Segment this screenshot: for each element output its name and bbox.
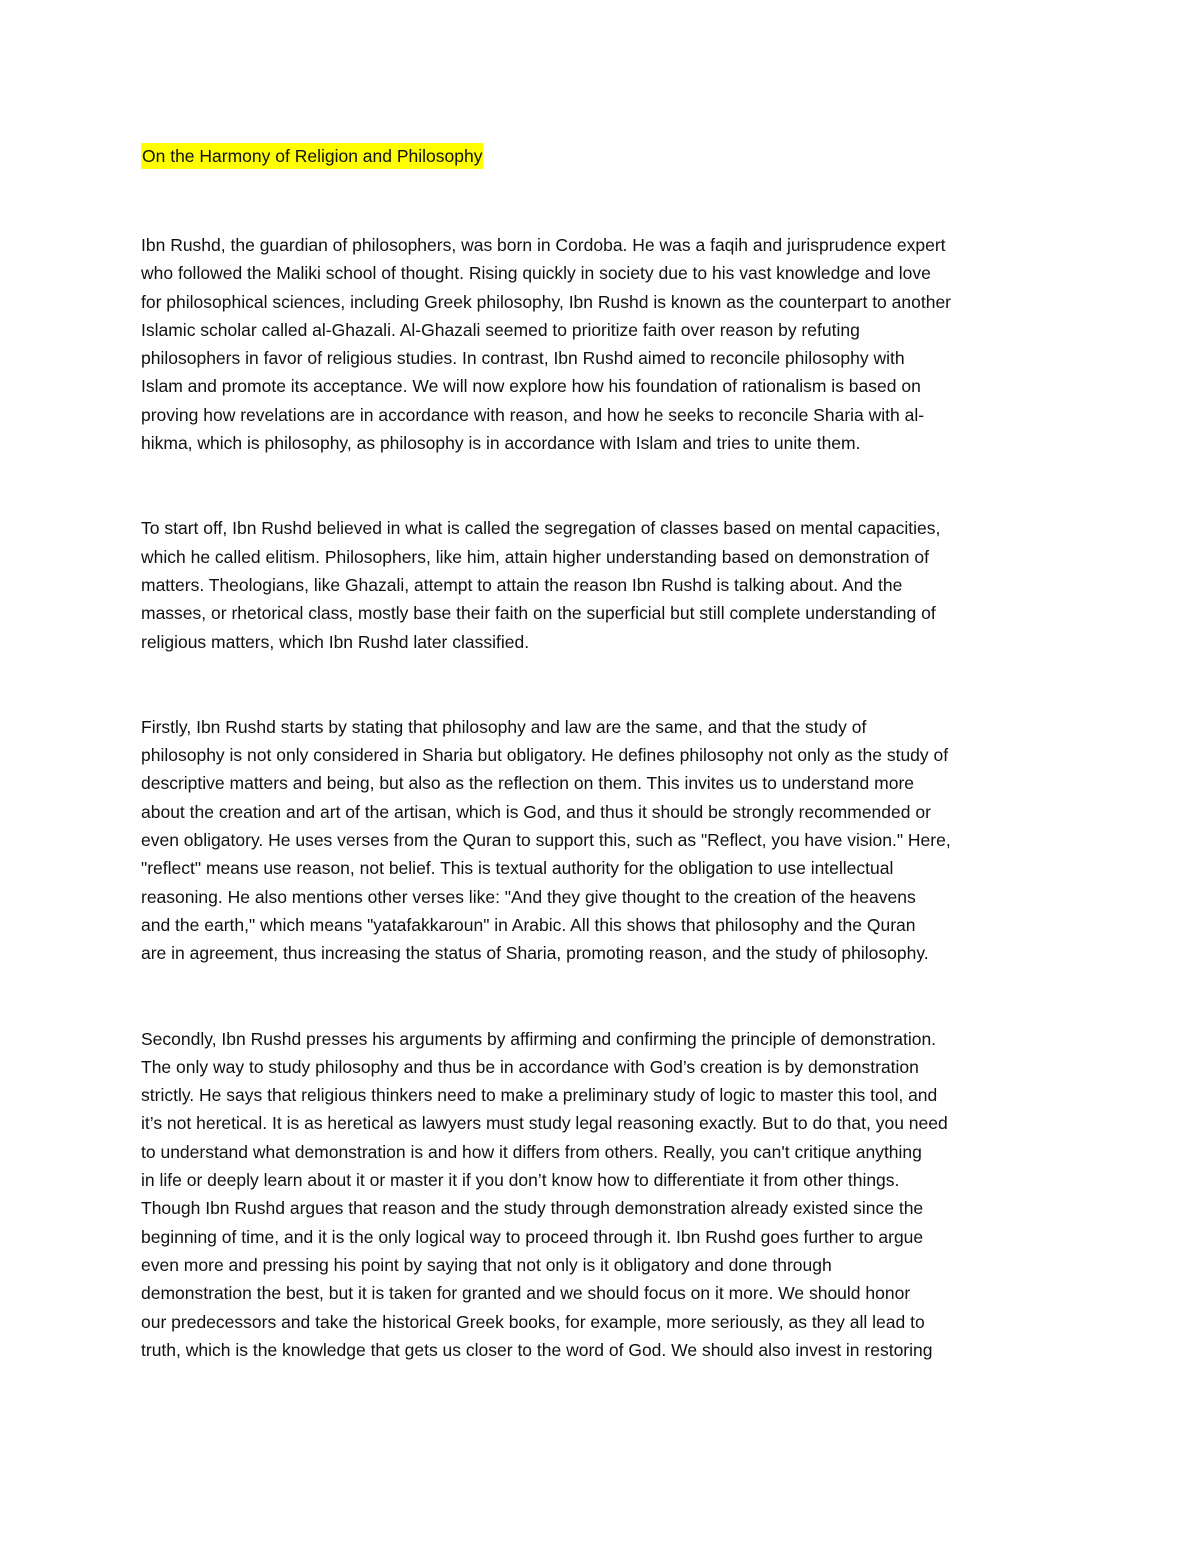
text-line: even more and pressing his point by saying that not only is it obligatory and done through [141,1254,832,1275]
text-line: beginning of time, and it is the only logical way to proceed through it. Ibn Rushd goes further to argue [141,1226,924,1247]
text-line: Ibn Rushd, the guardian of philosophers, was born in Cordoba. He was a faqih and jurisprudence expert [141,235,946,255]
text-line: and the earth," which means "yatafakkaroun" in Arabic. All this shows that philosophy and the Quran [141,914,916,935]
text-line: philosophy is not only considered in Sharia but obligatory. He defines philosophy not only as the study of [141,745,949,766]
document-body [141,143,1061,1364]
text-line: descriptive matters and being, but also as the reflection on them. This invites us to understand more [141,773,915,794]
document-title: On the Harmony of Religion and Philosophy [141,143,483,169]
text-line: Firstly, Ibn Rushd starts by stating that philosophy and law are the same, and that the study of [141,716,867,737]
text-line: it’s not heretical. It is as heretical as lawyers must study legal reasoning exactly. But to do that, you need [141,1113,948,1134]
text-line: about the creation and art of the artisan, which is God, and thus it should be strongly recommended or [141,801,931,822]
text-line: in life or deeply learn about it or master it if you don’t know how to differentiate it from other things. [141,1170,900,1191]
text-line: which he called elitism. Philosophers, like him, attain higher understanding based on demonstration of [141,546,929,567]
text-line: our predecessors and take the historical Greek books, for example, more seriously, as they all lead to [141,1311,925,1332]
text-line: Islam and promote its acceptance. We will now explore how his foundation of rationalism is based on [141,376,921,397]
text-line: for philosophical sciences, including Greek philosophy, Ibn Rushd is known as the counterpart to another [141,291,952,312]
text-line: to understand what demonstration is and how it differs from others. Really, you can't critique anything [141,1141,922,1162]
text-line: philosophers in favor of religious studies. In contrast, Ibn Rushd aimed to reconcile philosophy with [141,348,905,369]
text-line: Islamic scholar called al-Ghazali. Al-Ghazali seemed to prioritize faith over reason by refuting [141,319,860,340]
paragraph-firstly [141,713,1061,968]
text-line: "reflect" means use reason, not belief. This is textual authority for the obligation to use intellectual [141,858,894,879]
paragraph-elitism [141,514,1061,655]
text-line: who followed the Maliki school of thought. Rising quickly in society due to his vast knowledge and love [141,263,931,284]
text-line: religious matters, which Ibn Rushd later classified. [141,631,530,652]
text-line: hikma, which is philosophy, as philosophy is in accordance with Islam and tries to unite them. [141,433,861,454]
paragraph-intro [141,231,1061,457]
text-line: masses, or rhetorical class, mostly base their faith on the superficial but still complete understanding of [141,603,936,624]
text-line: To start off, Ibn Rushd believed in what is called the segregation of classes based on mental capacities, [141,518,941,539]
text-line: Secondly, Ibn Rushd presses his arguments by affirming and confirming the principle of demonstration. [141,1028,937,1049]
paragraph-secondly [141,1025,1061,1365]
text-line: even obligatory. He uses verses from the Quran to support this, such as "Reflect, you have vision." Here, [141,830,951,851]
text-line: matters. Theologians, like Ghazali, attempt to attain the reason Ibn Rushd is talking about. And the [141,574,903,595]
text-line: truth, which is the knowledge that gets us closer to the word of God. We should also invest in restoring [141,1339,933,1360]
text-line: The only way to study philosophy and thus be in accordance with God’s creation is by demonstration [141,1056,919,1077]
text-line: reasoning. He also mentions other verses like: "And they give thought to the creation of the heavens [141,886,916,907]
text-line: demonstration the best, but it is taken for granted and we should focus on it more. We should honor [141,1283,911,1304]
text-line: are in agreement, thus increasing the status of Sharia, promoting reason, and the study of philosophy. [141,943,929,964]
text-line: Though Ibn Rushd argues that reason and the study through demonstration already existed since the [141,1198,924,1219]
text-line: proving how revelations are in accordance with reason, and how he seeks to reconcile Sharia with al- [141,404,925,425]
text-line: strictly. He says that religious thinkers need to make a preliminary study of logic to master this tool, and [141,1085,938,1106]
